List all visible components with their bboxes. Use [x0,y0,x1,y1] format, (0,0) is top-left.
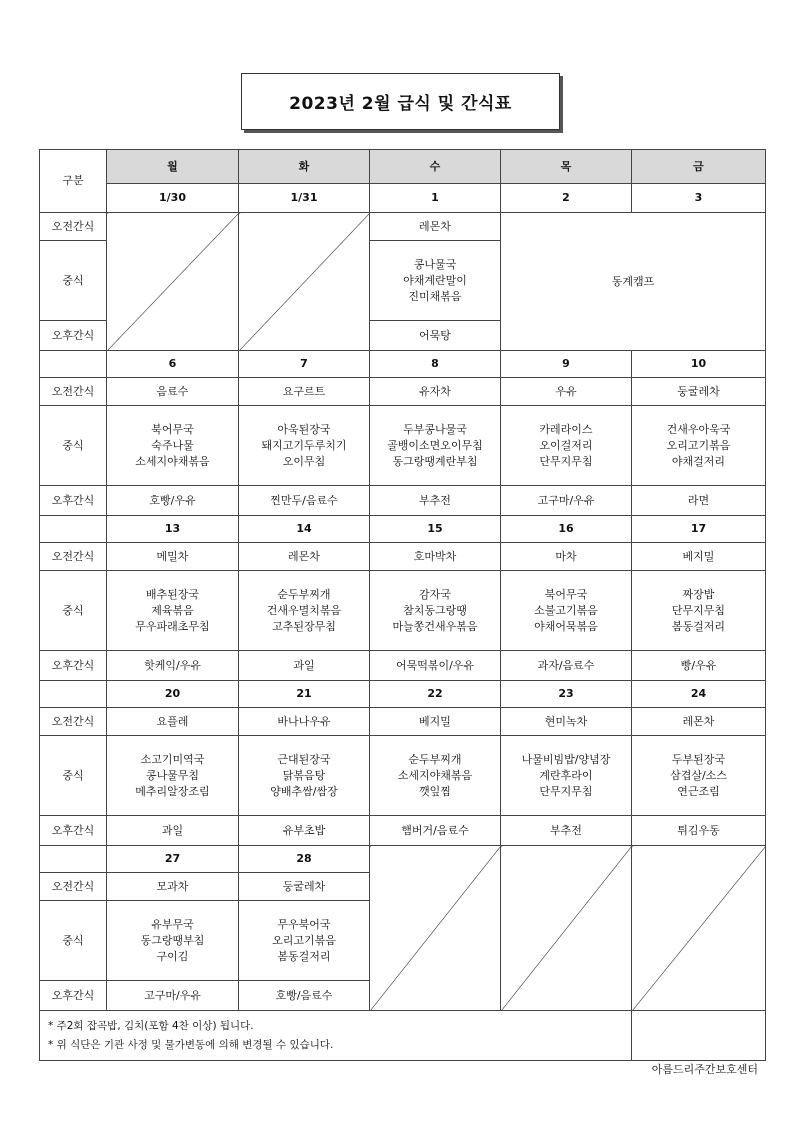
date-cell: 15 [370,516,501,543]
menu-cell: 부추전 [370,486,501,516]
date-row-spacer [40,351,107,378]
note-line: * 위 식단은 기관 사정 및 물가변동에 의해 변경될 수 있습니다. [48,1038,334,1051]
row-label-afternoon: 오후간식 [40,651,107,681]
menu-cell: 카레라이스 오이걸저리 단무지무침 [501,406,632,486]
row-label-afternoon: 오후간식 [40,981,107,1011]
date-cell: 14 [239,516,370,543]
row-label-lunch: 중식 [40,241,107,321]
menu-cell: 베지밀 [632,543,766,571]
row-label-lunch: 중식 [40,406,107,486]
date-cell: 6 [107,351,239,378]
category-header: 구분 [40,150,107,213]
menu-cell: 모과차 [107,873,239,901]
menu-cell: 음료수 [107,378,239,406]
menu-cell: 베지밀 [370,708,501,736]
date-cell: 1/30 [107,184,239,213]
menu-cell: 부추전 [501,816,632,846]
menu-cell: 북어무국 소불고기볶음 야채어묵볶음 [501,571,632,651]
day-header-fri: 금 [632,150,766,184]
menu-cell: 어묵탕 [370,321,501,351]
row-label-afternoon: 오후간식 [40,486,107,516]
date-cell: 1 [370,184,501,213]
date-cell: 20 [107,681,239,708]
menu-cell: 감자국 참치동그랑땡 마늘쫑건새우볶음 [370,571,501,651]
menu-cell: 순두부찌개 소세지야채볶음 깻잎찜 [370,736,501,816]
row-label-afternoon: 오후간식 [40,321,107,351]
row-label-morning: 오전간식 [40,543,107,571]
day-header-mon: 월 [107,150,239,184]
menu-cell: 우유 [501,378,632,406]
date-cell: 27 [107,846,239,873]
menu-cell: 요플레 [107,708,239,736]
menu-cell: 메밀차 [107,543,239,571]
date-cell: 24 [632,681,766,708]
row-label-morning: 오전간식 [40,213,107,241]
notes-cell [40,1011,632,1061]
menu-cell: 건새우아욱국 오리고기볶음 야채걸저리 [632,406,766,486]
menu-cell: 과일 [239,651,370,681]
menu-cell: 튀김우동 [632,816,766,846]
menu-cell: 고구마/우유 [107,981,239,1011]
menu-cell: 호마박차 [370,543,501,571]
menu-cell: 배추된장국 제육볶음 무우파래초무침 [107,571,239,651]
menu-cell: 짜장밥 단무지무침 봄동걸저리 [632,571,766,651]
row-label-afternoon: 오후간식 [40,816,107,846]
date-cell: 1/31 [239,184,370,213]
day-header-tue: 화 [239,150,370,184]
menu-cell: 순두부찌개 건새우멸치볶음 고추된장무침 [239,571,370,651]
menu-cell: 근대된장국 닭볶음탕 양배추쌈/쌈장 [239,736,370,816]
menu-cell: 유자차 [370,378,501,406]
menu-cell: 고구마/우유 [501,486,632,516]
date-cell: 2 [501,184,632,213]
date-cell: 16 [501,516,632,543]
menu-cell: 찐만두/음료수 [239,486,370,516]
menu-cell: 레몬차 [370,213,501,241]
date-row-spacer [40,516,107,543]
menu-cell: 나물비빔밥/양념장 계란후라이 단무지무침 [501,736,632,816]
date-cell: 28 [239,846,370,873]
menu-cell: 콩나물국 야채계란말이 진미채볶음 [370,241,501,321]
empty-cell-crossed [501,846,632,1011]
date-cell: 13 [107,516,239,543]
menu-cell: 유부초밥 [239,816,370,846]
menu-cell: 라면 [632,486,766,516]
menu-cell: 아욱된장국 돼지고기두루치기 오이무침 [239,406,370,486]
menu-cell: 무우북어국 오리고기볶음 봄동걸저리 [239,901,370,981]
empty-cell-crossed [239,213,370,351]
row-label-morning: 오전간식 [40,873,107,901]
menu-cell: 호빵/음료수 [239,981,370,1011]
note-line: * 주2회 잡곡밥, 김치(포함 4찬 이상) 됩니다. [48,1019,254,1032]
date-row-spacer [40,681,107,708]
row-label-lunch: 중식 [40,901,107,981]
menu-cell: 북어무국 숙주나물 소세지야채볶음 [107,406,239,486]
date-cell: 9 [501,351,632,378]
menu-cell: 유부무국 동그랑땡부침 구이김 [107,901,239,981]
date-cell: 17 [632,516,766,543]
empty-cell-crossed [370,846,501,1011]
menu-cell: 호빵/우유 [107,486,239,516]
menu-cell: 어묵떡볶이/우유 [370,651,501,681]
menu-cell: 두부콩나물국 골뱅이소면오이무침 동그랑땡계란부침 [370,406,501,486]
menu-cell: 현미녹차 [501,708,632,736]
menu-cell: 마차 [501,543,632,571]
date-cell: 3 [632,184,766,213]
date-cell: 23 [501,681,632,708]
empty-cell-crossed [107,213,239,351]
menu-cell: 레몬차 [239,543,370,571]
row-label-morning: 오전간식 [40,708,107,736]
center-name-footer: 아름드리주간보호센터 [651,1063,758,1076]
row-label-morning: 오전간식 [40,378,107,406]
notes-empty-cell [632,1011,766,1061]
empty-cell-crossed [632,846,766,1011]
date-cell: 8 [370,351,501,378]
menu-cell: 두부된장국 삼겹살/소스 연근조림 [632,736,766,816]
menu-cell: 핫케익/우유 [107,651,239,681]
day-header-thu: 목 [501,150,632,184]
date-cell: 10 [632,351,766,378]
menu-cell: 요구르트 [239,378,370,406]
winter-camp-cell: 동계캠프 [501,213,766,351]
day-header-wed: 수 [370,150,501,184]
menu-cell: 바나나우유 [239,708,370,736]
row-label-lunch: 중식 [40,736,107,816]
menu-cell: 레몬차 [632,708,766,736]
menu-cell: 소고기미역국 콩나물무침 메추리알장조림 [107,736,239,816]
date-row-spacer [40,846,107,873]
menu-cell: 빵/우유 [632,651,766,681]
date-cell: 7 [239,351,370,378]
date-cell: 22 [370,681,501,708]
menu-cell: 둥굴레차 [632,378,766,406]
page-title [241,73,560,130]
menu-cell: 햄버거/음료수 [370,816,501,846]
meal-schedule-table [39,149,766,1061]
row-label-lunch: 중식 [40,571,107,651]
page-title-text: 2023년 2월 급식 및 간식표 [289,94,512,114]
menu-cell: 과일 [107,816,239,846]
menu-cell: 둥굴레차 [239,873,370,901]
menu-cell: 과자/음료수 [501,651,632,681]
date-cell: 21 [239,681,370,708]
